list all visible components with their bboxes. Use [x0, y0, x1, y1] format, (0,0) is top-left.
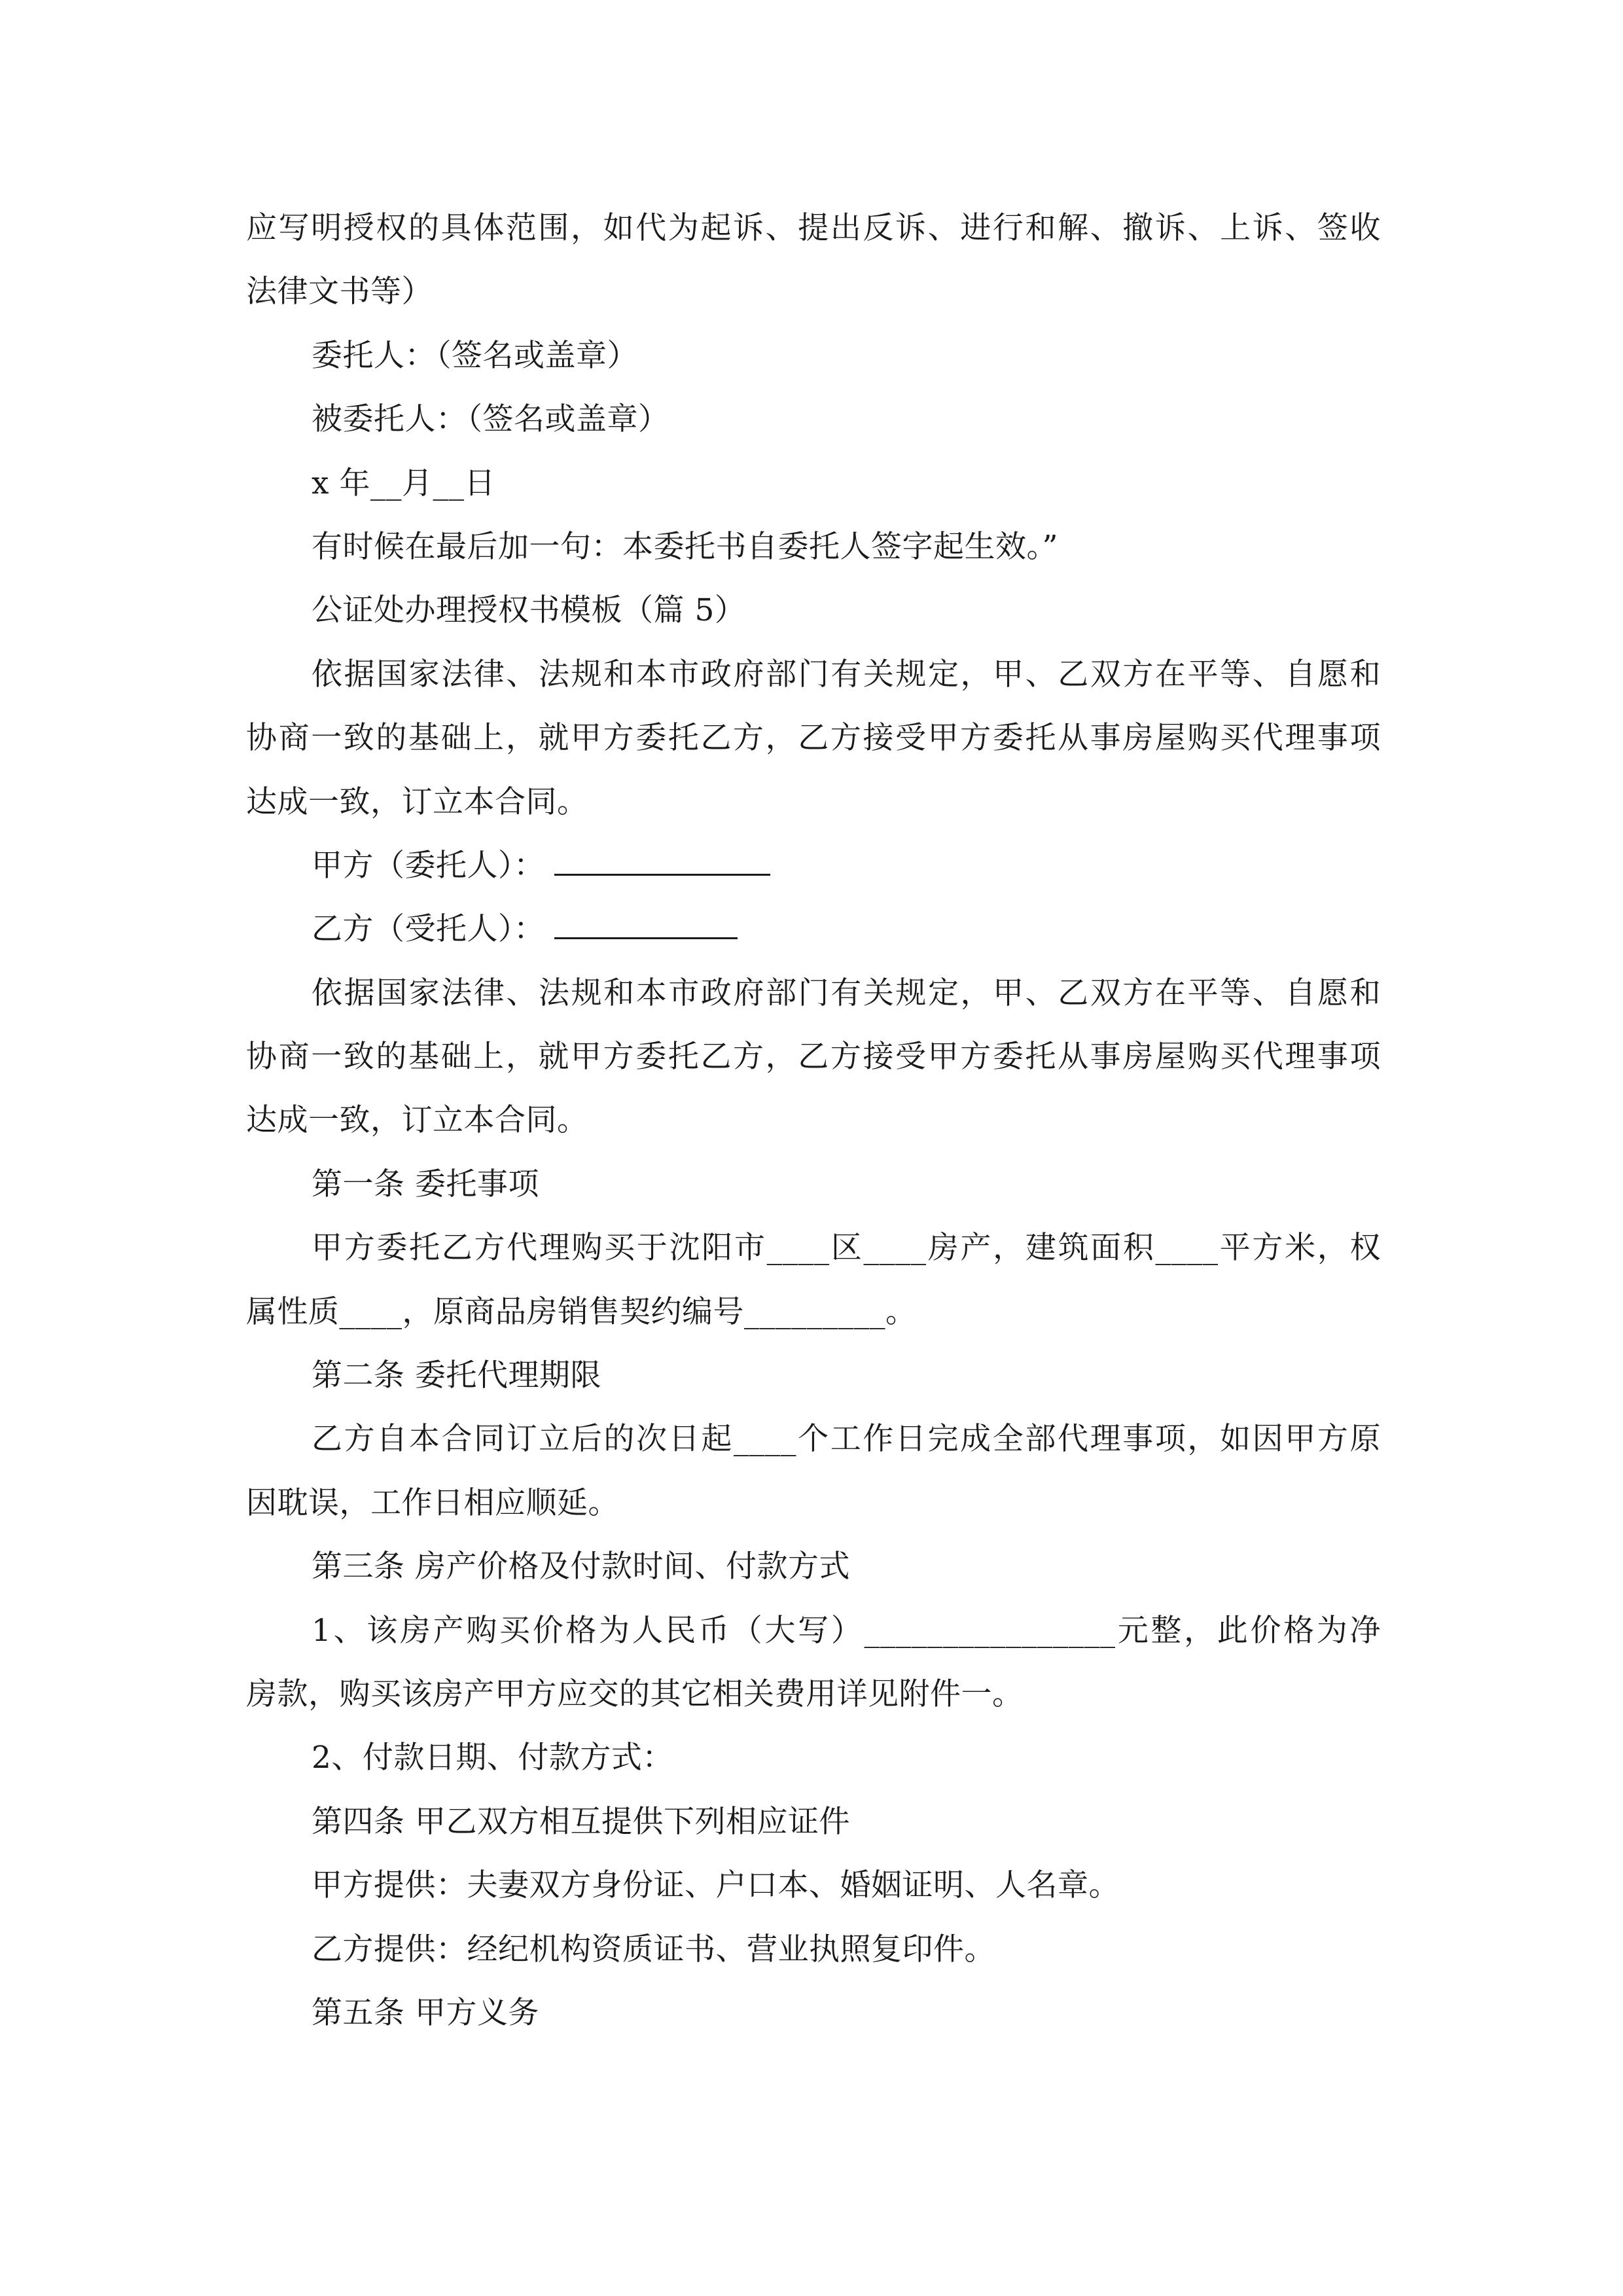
party-a-label: 甲方（委托人）：: [312, 847, 545, 884]
text-line: 乙方提供：经纪机构资质证书、营业执照复印件。: [312, 1931, 995, 1967]
text-line: 达成一致，订立本合同。: [246, 1102, 588, 1139]
text-line: 因耽误，工作日相应顺延。: [246, 1484, 619, 1521]
party-b-label: 乙方（受托人）：: [312, 911, 545, 948]
section-heading: 公证处办理授权书模板（篇 5）: [312, 592, 746, 629]
text-line: 乙方自本合同订立后的次日起____个工作日完成全部代理事项，如因甲方原: [312, 1421, 1381, 1458]
date-line: x 年__月__日: [312, 465, 495, 501]
signature-line-principal: 委托人：（签名或盖章）: [312, 337, 638, 374]
text-line: 2、付款日期、付款方式：: [312, 1740, 673, 1776]
text-line: 属性质____，原商品房销售契约编号_________。: [246, 1293, 917, 1330]
text-line: 协商一致的基础上，就甲方委托乙方，乙方接受甲方委托从事房屋购买代理事项: [246, 720, 1381, 757]
text-line: 依据国家法律、法规和本市政府部门有关规定，甲、乙双方在平等、自愿和: [312, 656, 1381, 692]
text-line: 依据国家法律、法规和本市政府部门有关规定，甲、乙双方在平等、自愿和: [312, 975, 1381, 1011]
party-b-blank: [554, 903, 738, 939]
text-line: 应写明授权的具体范围，如代为起诉、提出反诉、进行和解、撤诉、上诉、签收: [246, 210, 1381, 246]
article-heading: 第五条 甲方义务: [312, 1994, 539, 2031]
text-line: 法律文书等）: [246, 274, 433, 310]
article-heading: 第二条 委托代理期限: [312, 1357, 601, 1394]
text-line: 达成一致，订立本合同。: [246, 783, 588, 820]
article-heading: 第三条 房产价格及付款时间、付款方式: [312, 1549, 850, 1585]
text-line: 有时候在最后加一句：本委托书自委托人签字起生效。”: [312, 528, 1059, 565]
article-heading: 第一条 委托事项: [312, 1166, 539, 1202]
article-heading: 第四条 甲乙双方相互提供下列相应证件: [312, 1803, 850, 1840]
text-line: 1、该房产购买价格为人民币（大写）________________元整，此价格为净: [312, 1612, 1381, 1649]
party-a-blank: [554, 840, 770, 876]
document-body: [246, 196, 1381, 2045]
party-b-line: [246, 897, 1381, 961]
text-line: 甲方提供：夫妻双方身份证、户口本、婚姻证明、人名章。: [312, 1867, 1120, 1904]
text-line: 房款，购买该房产甲方应交的其它相关费用详见附件一。: [246, 1676, 1024, 1712]
party-a-line: [246, 834, 1381, 897]
text-line: 协商一致的基础上，就甲方委托乙方，乙方接受甲方委托从事房屋购买代理事项: [246, 1039, 1381, 1075]
text-line: 甲方委托乙方代理购买于沈阳市____区____房产，建筑面积____平方米，权: [312, 1230, 1381, 1266]
signature-line-agent: 被委托人：（签名或盖章）: [312, 401, 669, 438]
